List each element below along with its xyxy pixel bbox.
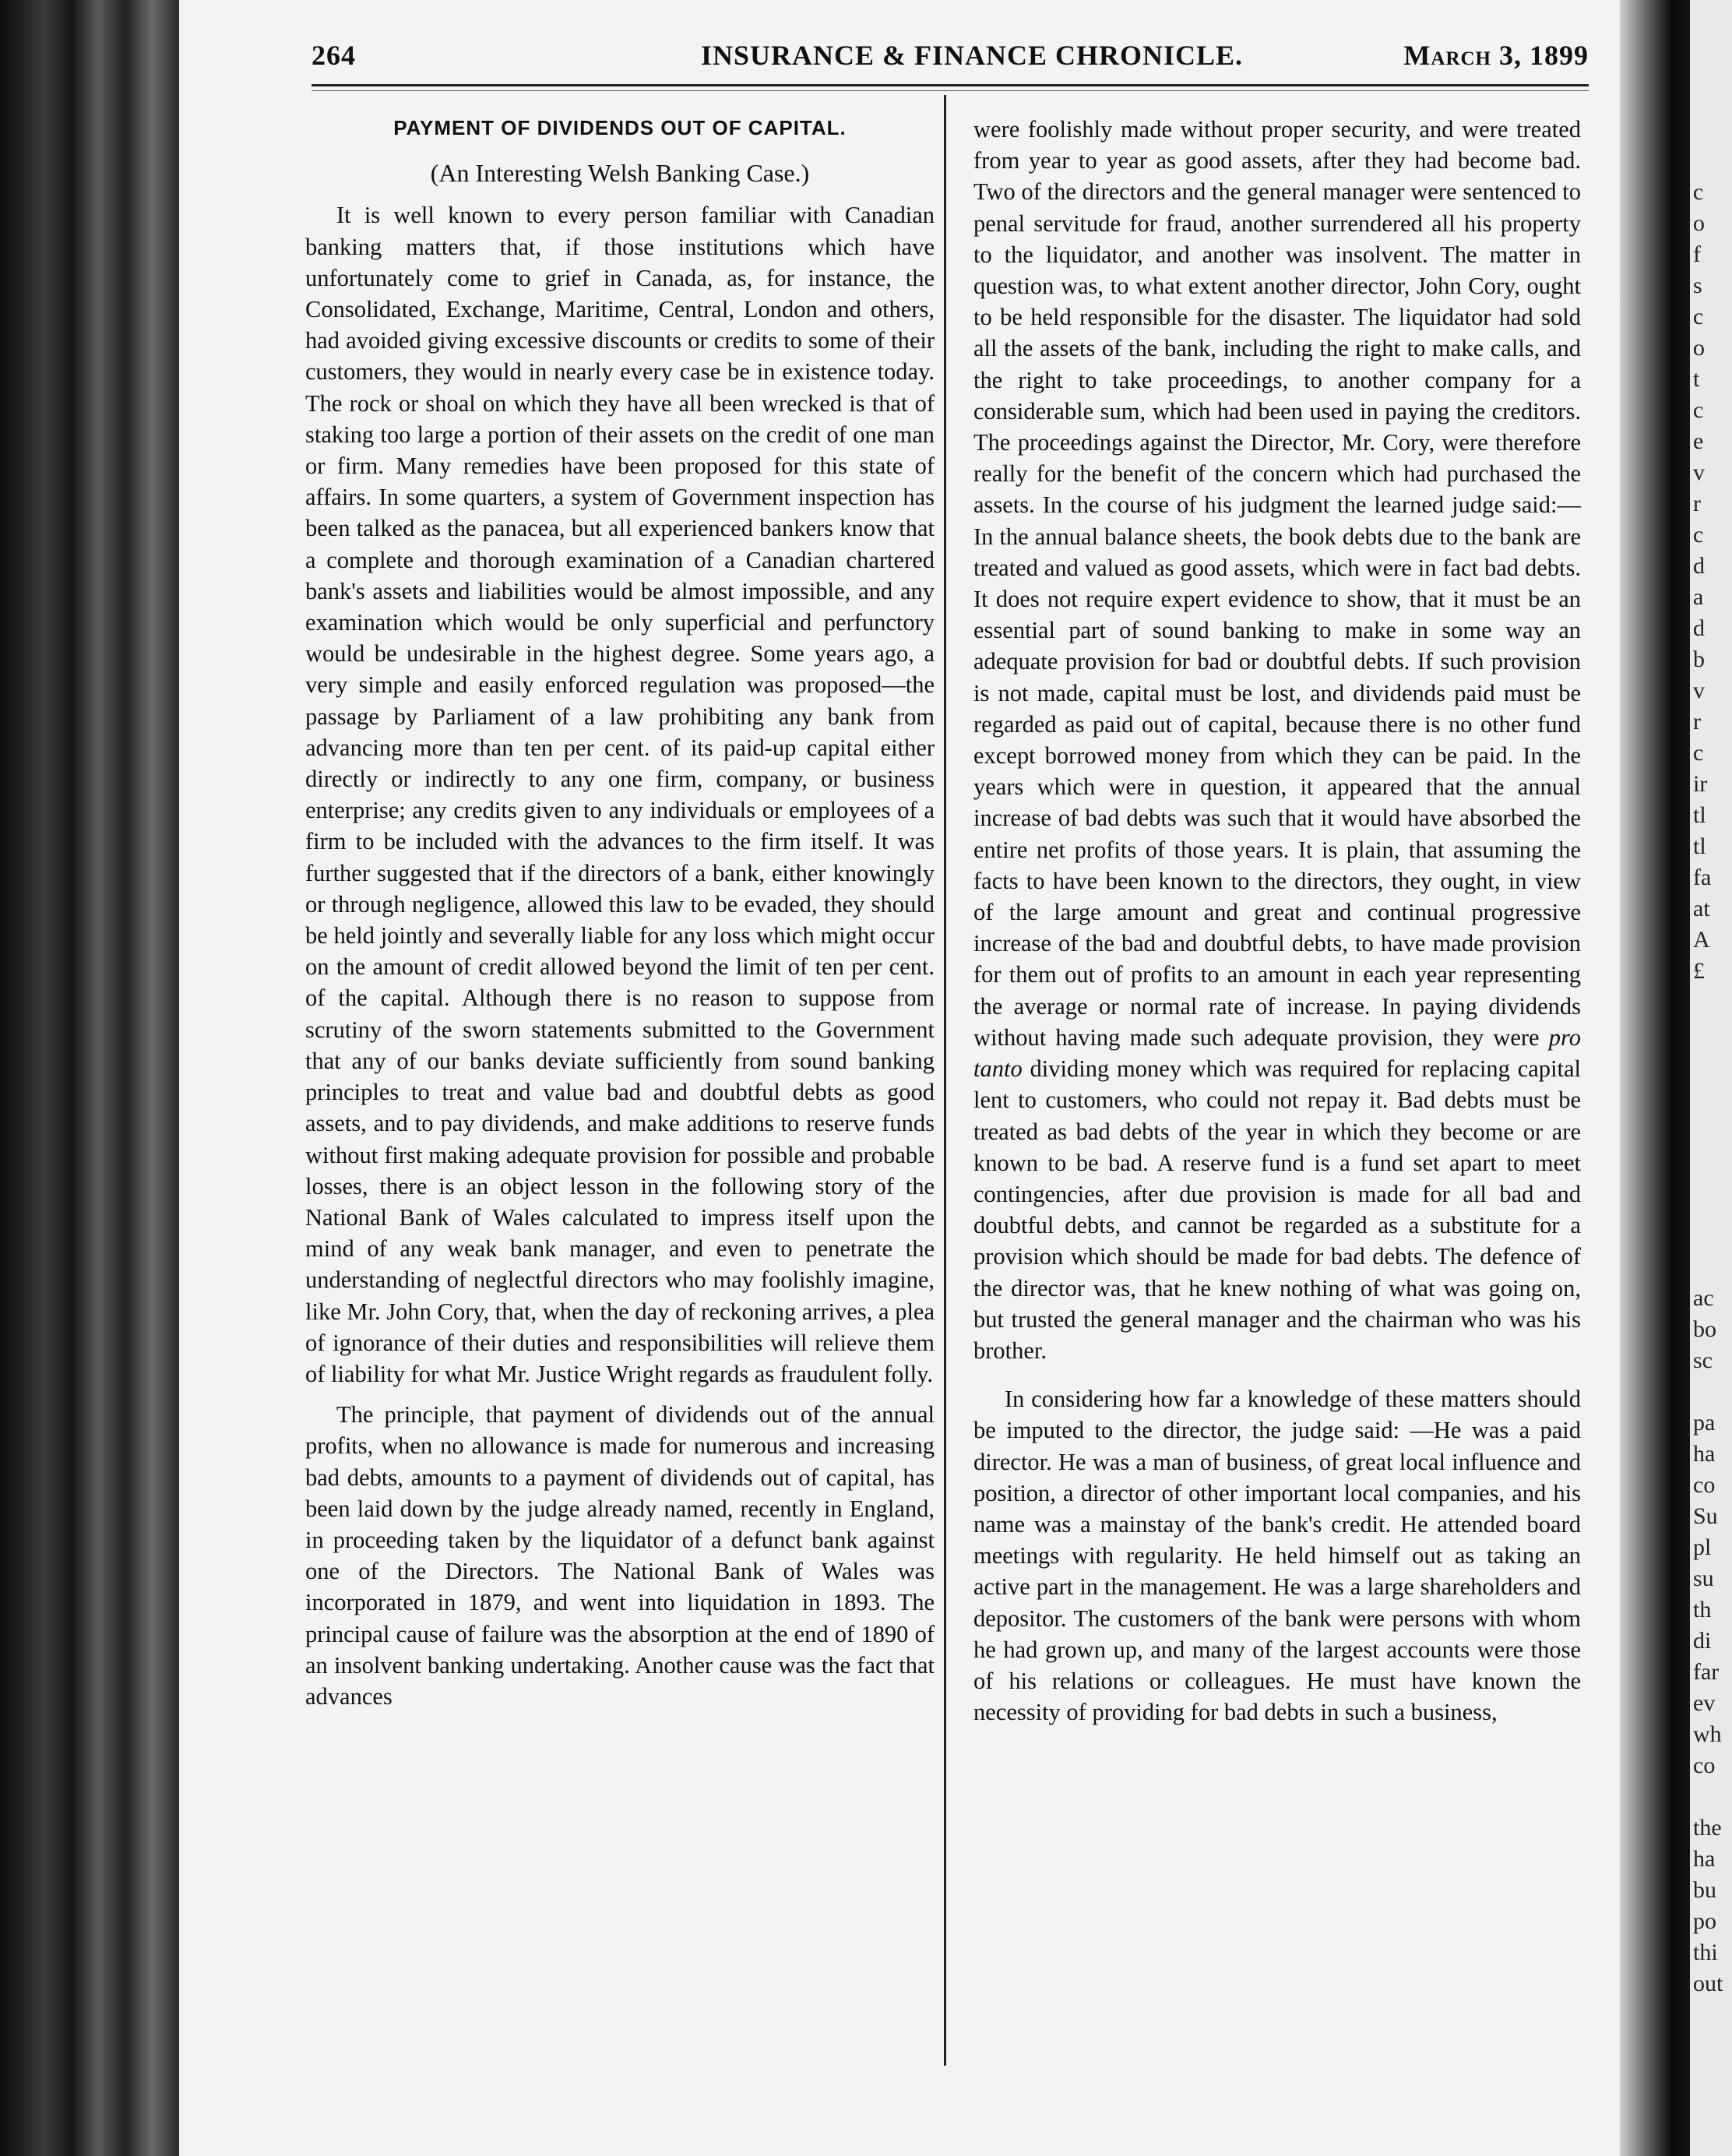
adjacent-page-fragment: r (1693, 709, 1701, 735)
adjacent-page-fragment: o (1693, 335, 1705, 361)
running-head (312, 39, 1589, 78)
adjacent-page-fragment: c (1693, 304, 1704, 329)
paragraph (973, 114, 1581, 1366)
adjacent-page-fragment: t (1693, 366, 1700, 392)
adjacent-page-fragment: po (1693, 1908, 1716, 1934)
adjacent-page-fragment: ha (1693, 1846, 1716, 1872)
adjacent-page-fragment: pl (1693, 1534, 1712, 1560)
book-binding (0, 0, 179, 2156)
adjacent-page-fragment: a (1693, 584, 1704, 610)
right-column (973, 114, 1581, 1737)
adjacent-page-fragment: co (1693, 1472, 1716, 1498)
adjacent-page-edge (1690, 0, 1732, 2156)
paragraph-text: dividing money which was required for replacing capital lent to customers, who could not repay it. Bad debts must be treated as bad debts of the year in which they become or are known to be bad. A reserve fund is a fund set apart to meet contingencies, after due provision is made for all bad and doubtful debts, and cannot be regarded as a substitute for a provision which should be made for bad debts. The defence of the director was, that he knew nothing of what was going on, but trusted the general manager and the chairman who was his brother. (973, 1055, 1581, 1364)
adjacent-page-fragment: the (1693, 1815, 1722, 1841)
article-subtitle: (An Interesting Welsh Banking Case.) (430, 159, 810, 188)
adjacent-page-fragment: s (1693, 273, 1702, 298)
adjacent-page-fragment: tl (1693, 802, 1706, 828)
adjacent-page-fragment: e (1693, 428, 1704, 454)
adjacent-page-fragment: f (1693, 241, 1701, 267)
adjacent-page-fragment: wh (1693, 1721, 1722, 1747)
adjacent-page-fragment: co (1693, 1753, 1716, 1778)
adjacent-page-fragment: Su (1693, 1503, 1718, 1529)
adjacent-page-fragment: fa (1693, 865, 1712, 890)
adjacent-page-fragment: ir (1693, 771, 1708, 797)
adjacent-page-fragment: ev (1693, 1690, 1716, 1716)
adjacent-page-fragment: di (1693, 1628, 1712, 1654)
adjacent-page-fragment: sc (1693, 1348, 1713, 1373)
adjacent-page-fragment: tl (1693, 833, 1706, 859)
adjacent-page-fragment: ac (1693, 1285, 1714, 1311)
paragraph-text: were foolishly made without proper security, and were treated from year to year as good assets, after they had become bad. Two of the directors and the general manager were sentenced to penal servitude for fraud, another surrendered all his property to the liquidator, and another was insolvent. The matter in question was, to what extent another director, John Cory, ought to be held responsible for the disaster. The liquidator had sold all the assets of the bank, including the right to make calls, and the right to take proceedings, to another company for a considerable sum, which had been used in paying the creditors. The proceedings against the Director, Mr. Cory, were therefore really for the benefit of the concern which had purchased the assets. In the course of his judgment the learned judge said:—In the annual balance sheets, the book debts due to the bank are treated and valued as good assets, which were in fact bad debts. It does not require expert evidence to show, that it must be an essential part of sound banking to make in some way an adequate provision for bad or doubtful debts. If such provision is not made, capital must be lost, and dividends paid must be regarded as paid out of capital, because there is no other fund except borrowed money from which they can be paid. In the years which were in question, it appeared that the annual increase of bad debts was such that it would have absorbed the entire net profits of those years. It is plain, that assuming the facts to have been known to the directors, they ought, in view of the large amount and great and continual progressive increase of the bad and doubtful debts, to have made provision for them out of profits to an amount in each year representing the average or normal rate of increase. In paying dividends without having made such adequate provision, they were (973, 116, 1581, 1051)
adjacent-page-fragment: thi (1693, 1939, 1718, 1965)
adjacent-page-fragment: v (1693, 460, 1705, 485)
adjacent-page-fragment: c (1693, 740, 1704, 766)
article-title: PAYMENT OF DIVIDENDS OUT OF CAPITAL. (393, 116, 847, 139)
adjacent-page-fragment: b (1693, 646, 1705, 672)
left-column (305, 109, 935, 1721)
adjacent-page-fragment: v (1693, 678, 1705, 703)
adjacent-page-fragment: d (1693, 553, 1705, 579)
italic-phrase: pro tanto (973, 1023, 1582, 1083)
column-divider (944, 95, 946, 2066)
paragraph: It is well known to every person familiar with Canadian banking matters that, if those institutions which have unfortunately come to grief in Canada, as, for instance, the Consolidated, Exchange, Maritime, Central, London and others, had avoided giving excessive discounts or credits to some of their customers, they would in nearly every case be in existence today. The rock or shoal on which they have all been wrecked is that of staking too large a portion of their assets on the credit of one man or firm. Many remedies have been proposed for this state of affairs. In some quarters, a system of Government inspection has been talked as the panacea, but all experienced bankers know that a complete and thorough examination of a Canadian chartered bank's assets and liabilities would be almost impossible, and any examination which would be only superficial and perfunctory would be undesirable in the highest degree. Some years ago, a very simple and easily enforced regulation was proposed—the passage by Parliament of a law prohibiting any bank from advancing more than ten per cent. of its paid-up capital either directly or indirectly to any one firm, company, or business enterprise; any credits given to any individuals or employees of a firm to be included with the advances to the firm itself. It was further suggested that if the directors of a bank, either knowingly or through negligence, allowed this law to be evaded, they should be held jointly and severally liable for any loss which might occur on the amount of credit allowed beyond the limit of ten per cent. of the capital. Although there is no reason to suppose from scrutiny of the sworn statements submitted to the Government that any of our banks deviate sufficiently from sound banking principles to treat and value bad and doubtful debts as good assets, and to pay dividends, and make additions to reserve funds without first making adequate provision for possible and probable losses, there is an object lesson in the following story of the National Bank of Wales calculated to impress itself upon the mind of any weak bank manager, and even to penetrate the understanding of neglectful directors who may foolishly imagine, like Mr. John Cory, that, when the day of reckoning arrives, a plea of ignorance of their duties and responsibilities will relieve them of liability for what Mr. Justice Wright regards as fraudulent folly. (305, 202, 935, 1387)
paragraph: The principle, that payment of dividends out of the annual profits, when no allowance is made for numerous and increasing bad debts, amounts to a payment of dividends out of capital, has been laid down by the judge already named, recently in England, in proceeding taken by the liquidator of a defunct bank against one of the Directors. The National Bank of Wales was incorporated in 1879, and went into liquidation in 1893. The principal cause of failure was the absorption at the end of 1890 of an insolvent banking undertaking. Another cause was the fact that advances (305, 1401, 935, 1710)
issue-date: March 3, 1899 (1403, 40, 1589, 71)
adjacent-page-fragment: at (1693, 896, 1710, 921)
adjacent-page-fragment: A (1693, 927, 1710, 953)
adjacent-page-fragment: o (1693, 210, 1705, 236)
adjacent-page-fragment: ha (1693, 1441, 1716, 1467)
adjacent-page-fragment: th (1693, 1597, 1712, 1622)
header-rule (312, 84, 1589, 86)
page-number: 264 (312, 40, 356, 71)
publication-title: INSURANCE & FINANCE CHRONICLE. (701, 40, 1244, 71)
adjacent-page-fragment: bu (1693, 1877, 1716, 1903)
adjacent-page-fragment: far (1693, 1659, 1720, 1685)
adjacent-page-fragment: r (1693, 491, 1701, 516)
adjacent-page-fragment: £ (1693, 958, 1705, 984)
adjacent-page-fragment: c (1693, 522, 1704, 548)
adjacent-page-fragment: c (1693, 397, 1704, 423)
header-rule-thin (312, 90, 1589, 91)
adjacent-page-fragment: out (1693, 1971, 1723, 1996)
adjacent-page-fragment: c (1693, 179, 1704, 205)
adjacent-page-fragment: pa (1693, 1410, 1716, 1436)
adjacent-page-fragment: bo (1693, 1316, 1716, 1342)
paragraph: In considering how far a knowledge of these matters should be imputed to the director, the judge said: —He was a paid director. He was a man of business, of great local influence and position, a director of other important local companies, and his name was a mainstay of the bank's credit. He attended board meetings with regularity. He held himself out as taking an active part in the management. He was a large shareholders and depositor. The customers of the bank were persons with whom he had grown up, and many of the largest accounts were those of his relations or colleagues. He must have known the necessity of providing for bad debts in such a business, (973, 1386, 1581, 1726)
adjacent-page-fragment: su (1693, 1566, 1714, 1591)
adjacent-page-fragment: d (1693, 615, 1705, 641)
